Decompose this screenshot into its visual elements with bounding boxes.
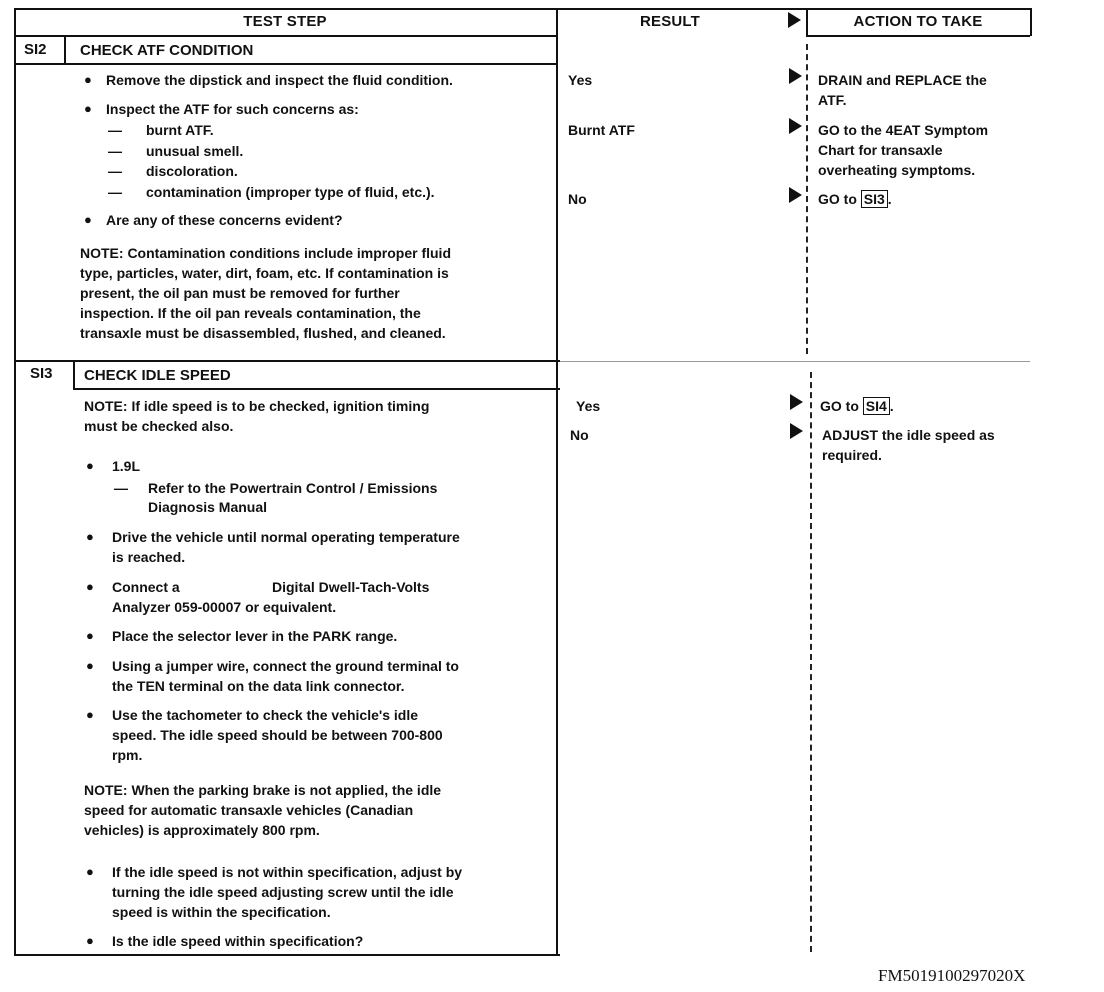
si3-action-2-line-1: ADJUST the idle speed as xyxy=(822,427,995,443)
si3-item-4: Place the selector lever in the PARK range. xyxy=(112,628,398,644)
si2-result-yes: Yes xyxy=(568,72,593,88)
si2-action-1-line-1: DRAIN and REPLACE the xyxy=(818,72,987,88)
si2-action-3-suffix: . xyxy=(887,191,892,207)
si3-item-question: Is the idle speed within specification? xyxy=(112,933,364,949)
dash-icon: — xyxy=(108,163,122,179)
header-action-to-take: ACTION TO TAKE xyxy=(853,13,983,30)
si3-id-divider xyxy=(73,360,75,390)
bullet-icon: ● xyxy=(86,933,94,948)
si2-result-burnt-atf: Burnt ATF xyxy=(568,122,635,138)
si3-action-1 xyxy=(820,396,894,416)
result-action-divider-dashed-1 xyxy=(806,44,808,354)
si2-title-bottom-border xyxy=(14,63,556,65)
si3-title-bottom-border xyxy=(74,388,560,390)
si3-item-5-line-2: the TEN terminal on the data link connector. xyxy=(112,678,405,694)
si3-item-3-part-b: Digital Dwell-Tach-Volts xyxy=(272,579,430,595)
si3-action-2-line-2: required. xyxy=(822,447,882,463)
si2-step-id: SI2 xyxy=(24,41,47,58)
si3-note2-line-3: vehicles) is approximately 800 rpm. xyxy=(84,822,320,838)
dash-icon: — xyxy=(114,480,128,496)
si2-result-no: No xyxy=(568,191,587,207)
si3-item-3-part-c: Analyzer 059-00007 or equivalent. xyxy=(112,599,337,615)
bullet-icon: ● xyxy=(86,707,94,722)
si2-action-2-line-2: Chart for transaxle xyxy=(818,142,943,158)
figure-code: FM5019100297020X xyxy=(878,966,1026,985)
si2-action-1-line-2: ATF. xyxy=(818,92,847,108)
si3-top-border-light xyxy=(560,361,1030,362)
arrow-icon xyxy=(789,187,802,203)
si3-item-2-line-2: is reached. xyxy=(112,549,186,565)
si3-step-id: SI3 xyxy=(30,365,53,382)
si2-subitem-3: discoloration. xyxy=(146,163,238,179)
arrow-icon xyxy=(790,394,803,410)
si2-subitem-1: burnt ATF. xyxy=(146,122,214,138)
si3-action-1-suffix: . xyxy=(889,398,894,414)
si2-note-line-3: present, the oil pan must be removed for further xyxy=(80,285,400,301)
si3-subitem-line-2: Diagnosis Manual xyxy=(148,499,268,515)
bullet-icon: ● xyxy=(86,658,94,673)
header-result: RESULT xyxy=(639,13,701,30)
si2-note-line-5: transaxle must be disassembled, flushed, and cleaned. xyxy=(80,325,446,341)
si4-reference-box: SI4 xyxy=(863,397,890,415)
header-test-step: TEST STEP xyxy=(243,13,327,30)
si3-item-7-line-1: If the idle speed is not within specification, adjust by xyxy=(112,864,463,880)
si3-item-3-part-a: Connect a xyxy=(112,579,180,595)
si2-item-2: Inspect the ATF for such concerns as: xyxy=(106,101,359,117)
header-bottom-border-right xyxy=(806,35,1030,37)
teststep-result-divider xyxy=(556,8,558,954)
table-left-border xyxy=(14,8,16,954)
si2-note-line-1: NOTE: Contamination conditions include improper fluid xyxy=(80,245,451,261)
si3-action-1-prefix: GO to xyxy=(820,398,859,414)
dash-icon: — xyxy=(108,122,122,138)
si3-note1-line-2: must be checked also. xyxy=(84,418,234,434)
bullet-icon: ● xyxy=(86,864,94,879)
bullet-icon: ● xyxy=(86,628,94,643)
si3-item-6-line-2: speed. The idle speed should be between 700-800 xyxy=(112,727,443,743)
bullet-icon: ● xyxy=(84,101,92,116)
si2-id-divider xyxy=(64,36,66,64)
si3-result-yes: Yes xyxy=(576,398,601,414)
si3-result-no: No xyxy=(570,427,589,443)
si2-item-question: Are any of these concerns evident? xyxy=(106,212,343,228)
si3-item-6-line-3: rpm. xyxy=(112,747,143,763)
si2-action-3 xyxy=(818,189,892,209)
si3-item-5-line-1: Using a jumper wire, connect the ground terminal to xyxy=(112,658,459,674)
si2-item-1: Remove the dipstick and inspect the fluid condition. xyxy=(106,72,453,88)
arrow-icon xyxy=(789,118,802,134)
si2-note-line-2: type, particles, water, dirt, foam, etc. If contamination is xyxy=(80,265,449,281)
bullet-icon: ● xyxy=(86,529,94,544)
si2-step-title: CHECK ATF CONDITION xyxy=(80,42,254,59)
table-right-border-header xyxy=(1030,8,1032,36)
si3-item-7-line-2: turning the idle speed adjusting screw until the idle xyxy=(112,884,454,900)
si2-subitem-2: unusual smell. xyxy=(146,143,244,159)
header-bottom-border-left xyxy=(14,35,556,37)
si2-action-2-line-1: GO to the 4EAT Symptom xyxy=(818,122,989,138)
si3-reference-box: SI3 xyxy=(861,190,888,208)
si3-top-border xyxy=(14,360,560,362)
si2-note-line-4: inspection. If the oil pan reveals contamination, the xyxy=(80,305,421,321)
si3-item-6-line-1: Use the tachometer to check the vehicle's idle xyxy=(112,707,418,723)
dash-icon: — xyxy=(108,143,122,159)
si3-note2-line-1: NOTE: When the parking brake is not applied, the idle xyxy=(84,782,442,798)
arrow-icon xyxy=(790,423,803,439)
bullet-icon: ● xyxy=(86,579,94,594)
result-action-divider-dashed-2 xyxy=(810,372,812,952)
table-bottom-border xyxy=(14,954,560,956)
si2-action-2-line-3: overheating symptoms. xyxy=(818,162,976,178)
si3-step-title: CHECK IDLE SPEED xyxy=(84,367,231,384)
bullet-icon: ● xyxy=(86,458,94,473)
si3-note2-line-2: speed for automatic transaxle vehicles (Canadian xyxy=(84,802,414,818)
dash-icon: — xyxy=(108,184,122,200)
si3-note1-line-1: NOTE: If idle speed is to be checked, ignition timing xyxy=(84,398,430,414)
bullet-icon: ● xyxy=(84,72,92,87)
si2-subitem-4: contamination (improper type of fluid, etc.). xyxy=(146,184,435,200)
si2-action-3-prefix: GO to xyxy=(818,191,857,207)
header-arrow-icon xyxy=(788,12,801,28)
si3-item-2-line-1: Drive the vehicle until normal operating temperature xyxy=(112,529,460,545)
si3-item-7-line-3: speed is within the specification. xyxy=(112,904,331,920)
bullet-icon: ● xyxy=(84,212,92,227)
si3-item-engine: 1.9L xyxy=(112,458,141,474)
si3-subitem-line-1: Refer to the Powertrain Control / Emissions xyxy=(148,480,438,496)
arrow-icon xyxy=(789,68,802,84)
